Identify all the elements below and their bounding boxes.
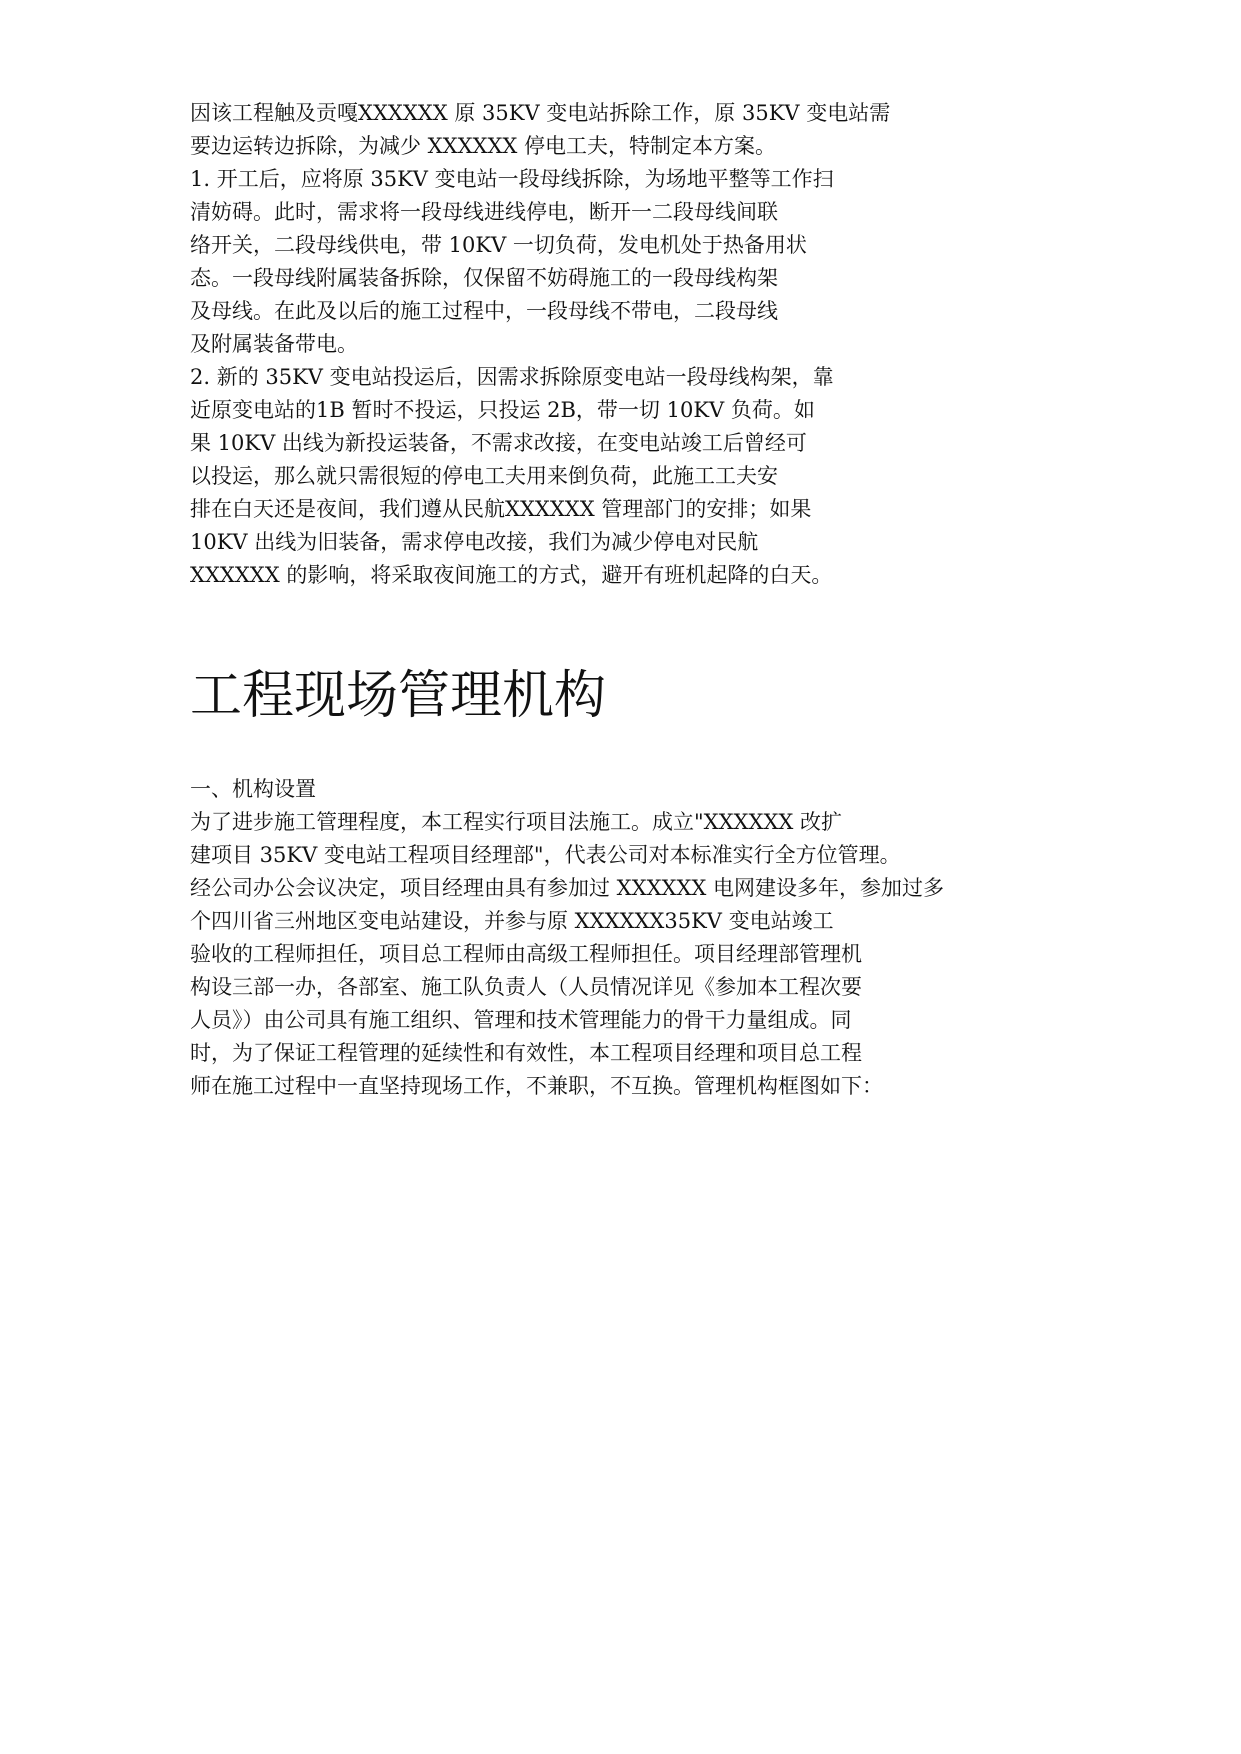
- text-line: 经公司办公会议决定，项目经理由具有参加过 XXXXXX 电网建设多年，参加过多: [190, 876, 945, 900]
- text-line: 果 10KV 出线为新投运装备，不需求改接，在变电站竣工后曾经可: [190, 431, 807, 455]
- text-line: 建项目 35KV 变电站工程项目经理部"，代表公司对本标准实行全方位管理。: [190, 843, 901, 867]
- text-line: 以投运，那么就只需很短的停电工夫用来倒负荷，此施工工夫安: [190, 464, 778, 488]
- text-line: 态。一段母线附属装备拆除，仅保留不妨碍施工的一段母线构架: [190, 266, 778, 290]
- text-line: 为了进步施工管理程度，本工程实行项目法施工。成立"XXXXXX 改扩: [190, 810, 843, 834]
- subsection-title: 一、机构设置: [190, 777, 316, 801]
- text-line: 排在白天还是夜间，我们遵从民航XXXXXX 管理部门的安排；如果: [190, 497, 812, 521]
- text-line: 1. 开工后，应将原 35KV 变电站一段母线拆除，为场地平整等工作扫: [190, 167, 834, 191]
- text-line: 师在施工过程中一直坚持现场工作，不兼职，不互换。管理机构框图如下：: [190, 1074, 883, 1098]
- text-line: 及母线。在此及以后的施工过程中，一段母线不带电，二段母线: [190, 299, 778, 323]
- text-line: 络开关，二段母线供电，带 10KV 一切负荷，发电机处于热备用状: [190, 233, 807, 257]
- organization-section: [190, 773, 1090, 1103]
- text-line: 10KV 出线为旧装备，需求停电改接，我们为减少停电对民航: [190, 530, 759, 554]
- text-line: 时，为了保证工程管理的延续性和有效性，本工程项目经理和项目总工程: [190, 1041, 862, 1065]
- text-line: 个四川省三州地区变电站建设，并参与原 XXXXXX35KV 变电站竣工: [190, 909, 834, 933]
- intro-paragraph: [190, 97, 1090, 592]
- text-line: 因该工程触及贡嘎XXXXXX 原 35KV 变电站拆除工作，原 35KV 变电站需: [190, 101, 891, 125]
- text-line: 验收的工程师担任，项目总工程师由高级工程师担任。项目经理部管理机: [190, 942, 862, 966]
- text-line: 人员》）由公司具有施工组织、管理和技术管理能力的骨干力量组成。同: [190, 1008, 852, 1032]
- text-line: XXXXXX 的影响，将采取夜间施工的方式，避开有班机起降的白天。: [190, 563, 833, 587]
- text-line: 及附属装备带电。: [190, 332, 358, 356]
- text-line: 构设三部一办，各部室、施工队负责人（人员情况详见《参加本工程次要: [190, 975, 862, 999]
- text-line: 要边运转边拆除，为减少 XXXXXX 停电工夫，特制定本方案。: [190, 134, 777, 158]
- section-heading: 工程现场管理机构: [190, 666, 607, 726]
- text-line: 近原变电站的1B 暂时不投运，只投运 2B，带一切 10KV 负荷。如: [190, 398, 815, 422]
- text-line: 2. 新的 35KV 变电站投运后，因需求拆除原变电站一段母线构架，靠: [190, 365, 834, 389]
- text-line: 清妨碍。此时，需求将一段母线进线停电，断开一二段母线间联: [190, 200, 778, 224]
